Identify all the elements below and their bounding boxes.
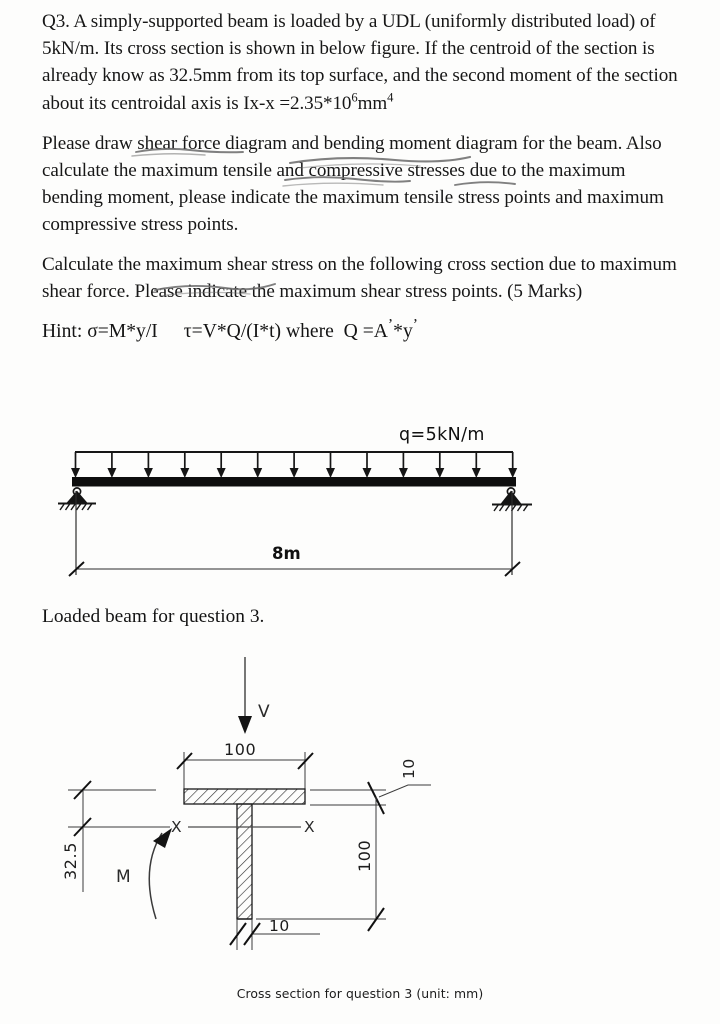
exponent-six: 6 bbox=[351, 90, 358, 105]
total-depth-label: 100 bbox=[355, 839, 374, 872]
shear-force-arrow bbox=[238, 657, 252, 734]
flange-thickness-dimension bbox=[310, 782, 431, 814]
hint-label: Hint: bbox=[42, 321, 83, 343]
bending-moment-label: M bbox=[116, 867, 131, 887]
caption-loaded-beam: Loaded beam for question 3. bbox=[42, 606, 265, 627]
loaded-beam-figure bbox=[40, 392, 580, 582]
axis-label-left: X bbox=[171, 818, 182, 836]
flange-thickness-label: 10 bbox=[400, 758, 418, 779]
question-text-block bbox=[42, 8, 688, 345]
prime-mark-y: ’ bbox=[412, 316, 418, 334]
centroid-distance-label: 32.5 bbox=[61, 841, 80, 880]
prime-mark-area: ’ bbox=[387, 316, 394, 334]
exponent-four: 4 bbox=[387, 90, 394, 105]
span-length-label: 8m bbox=[272, 544, 301, 563]
tee-web bbox=[237, 804, 252, 919]
bending-stress-formula: σ=M*y/I bbox=[87, 321, 158, 343]
cross-section-figure bbox=[38, 642, 538, 972]
span-dimension bbox=[69, 491, 520, 576]
paragraph-1-tail: mm bbox=[357, 92, 388, 114]
flange-width-label: 100 bbox=[224, 740, 257, 759]
shear-stress-formula: τ=V*Q/(I*t) bbox=[183, 321, 282, 343]
tee-section-shape bbox=[184, 789, 305, 919]
udl-arrows bbox=[71, 452, 517, 478]
tee-flange bbox=[184, 789, 305, 804]
bending-moment-arrow bbox=[149, 828, 172, 919]
hint-line bbox=[42, 318, 688, 345]
web-thickness-label: 10 bbox=[269, 917, 290, 935]
paragraph-3: Calculate the maximum shear stress on the following cross section due to maximum shear force. Please indicate the maximum shear stress points. (5 Marks) bbox=[42, 253, 677, 302]
caption-cross-section: Cross section for question 3 (unit: mm) bbox=[236, 986, 484, 1001]
udl-load-label: q=5kN/m bbox=[399, 425, 485, 445]
left-support bbox=[58, 488, 96, 510]
first-moment-formula-b: *y bbox=[393, 321, 413, 343]
hint-where: where bbox=[285, 321, 334, 343]
beam-member bbox=[72, 477, 516, 487]
shear-force-label: V bbox=[258, 702, 270, 722]
axis-label-right: X bbox=[304, 818, 315, 836]
first-moment-formula-a: Q =A bbox=[343, 321, 388, 343]
paragraph-1 bbox=[42, 8, 688, 117]
paragraph-1-text: Q3. A simply-supported beam is loaded by a UDL (uniformly distributed load) of 5kN/m. Its cross section is shown in below figure. If the centroid of the section is already know as 32.5mm from its top surface, and the second moment of the section about its centroidal axis is Ix-x =2.35*10 bbox=[42, 11, 678, 114]
paragraph-2: Please draw shear force diagram and bending moment diagram for the beam. Also calculate the maximum tensile and compressive stresses due to the maximum bending moment, please indicate the maximum tensile stress points and maximum compressive stress points. bbox=[42, 132, 664, 236]
